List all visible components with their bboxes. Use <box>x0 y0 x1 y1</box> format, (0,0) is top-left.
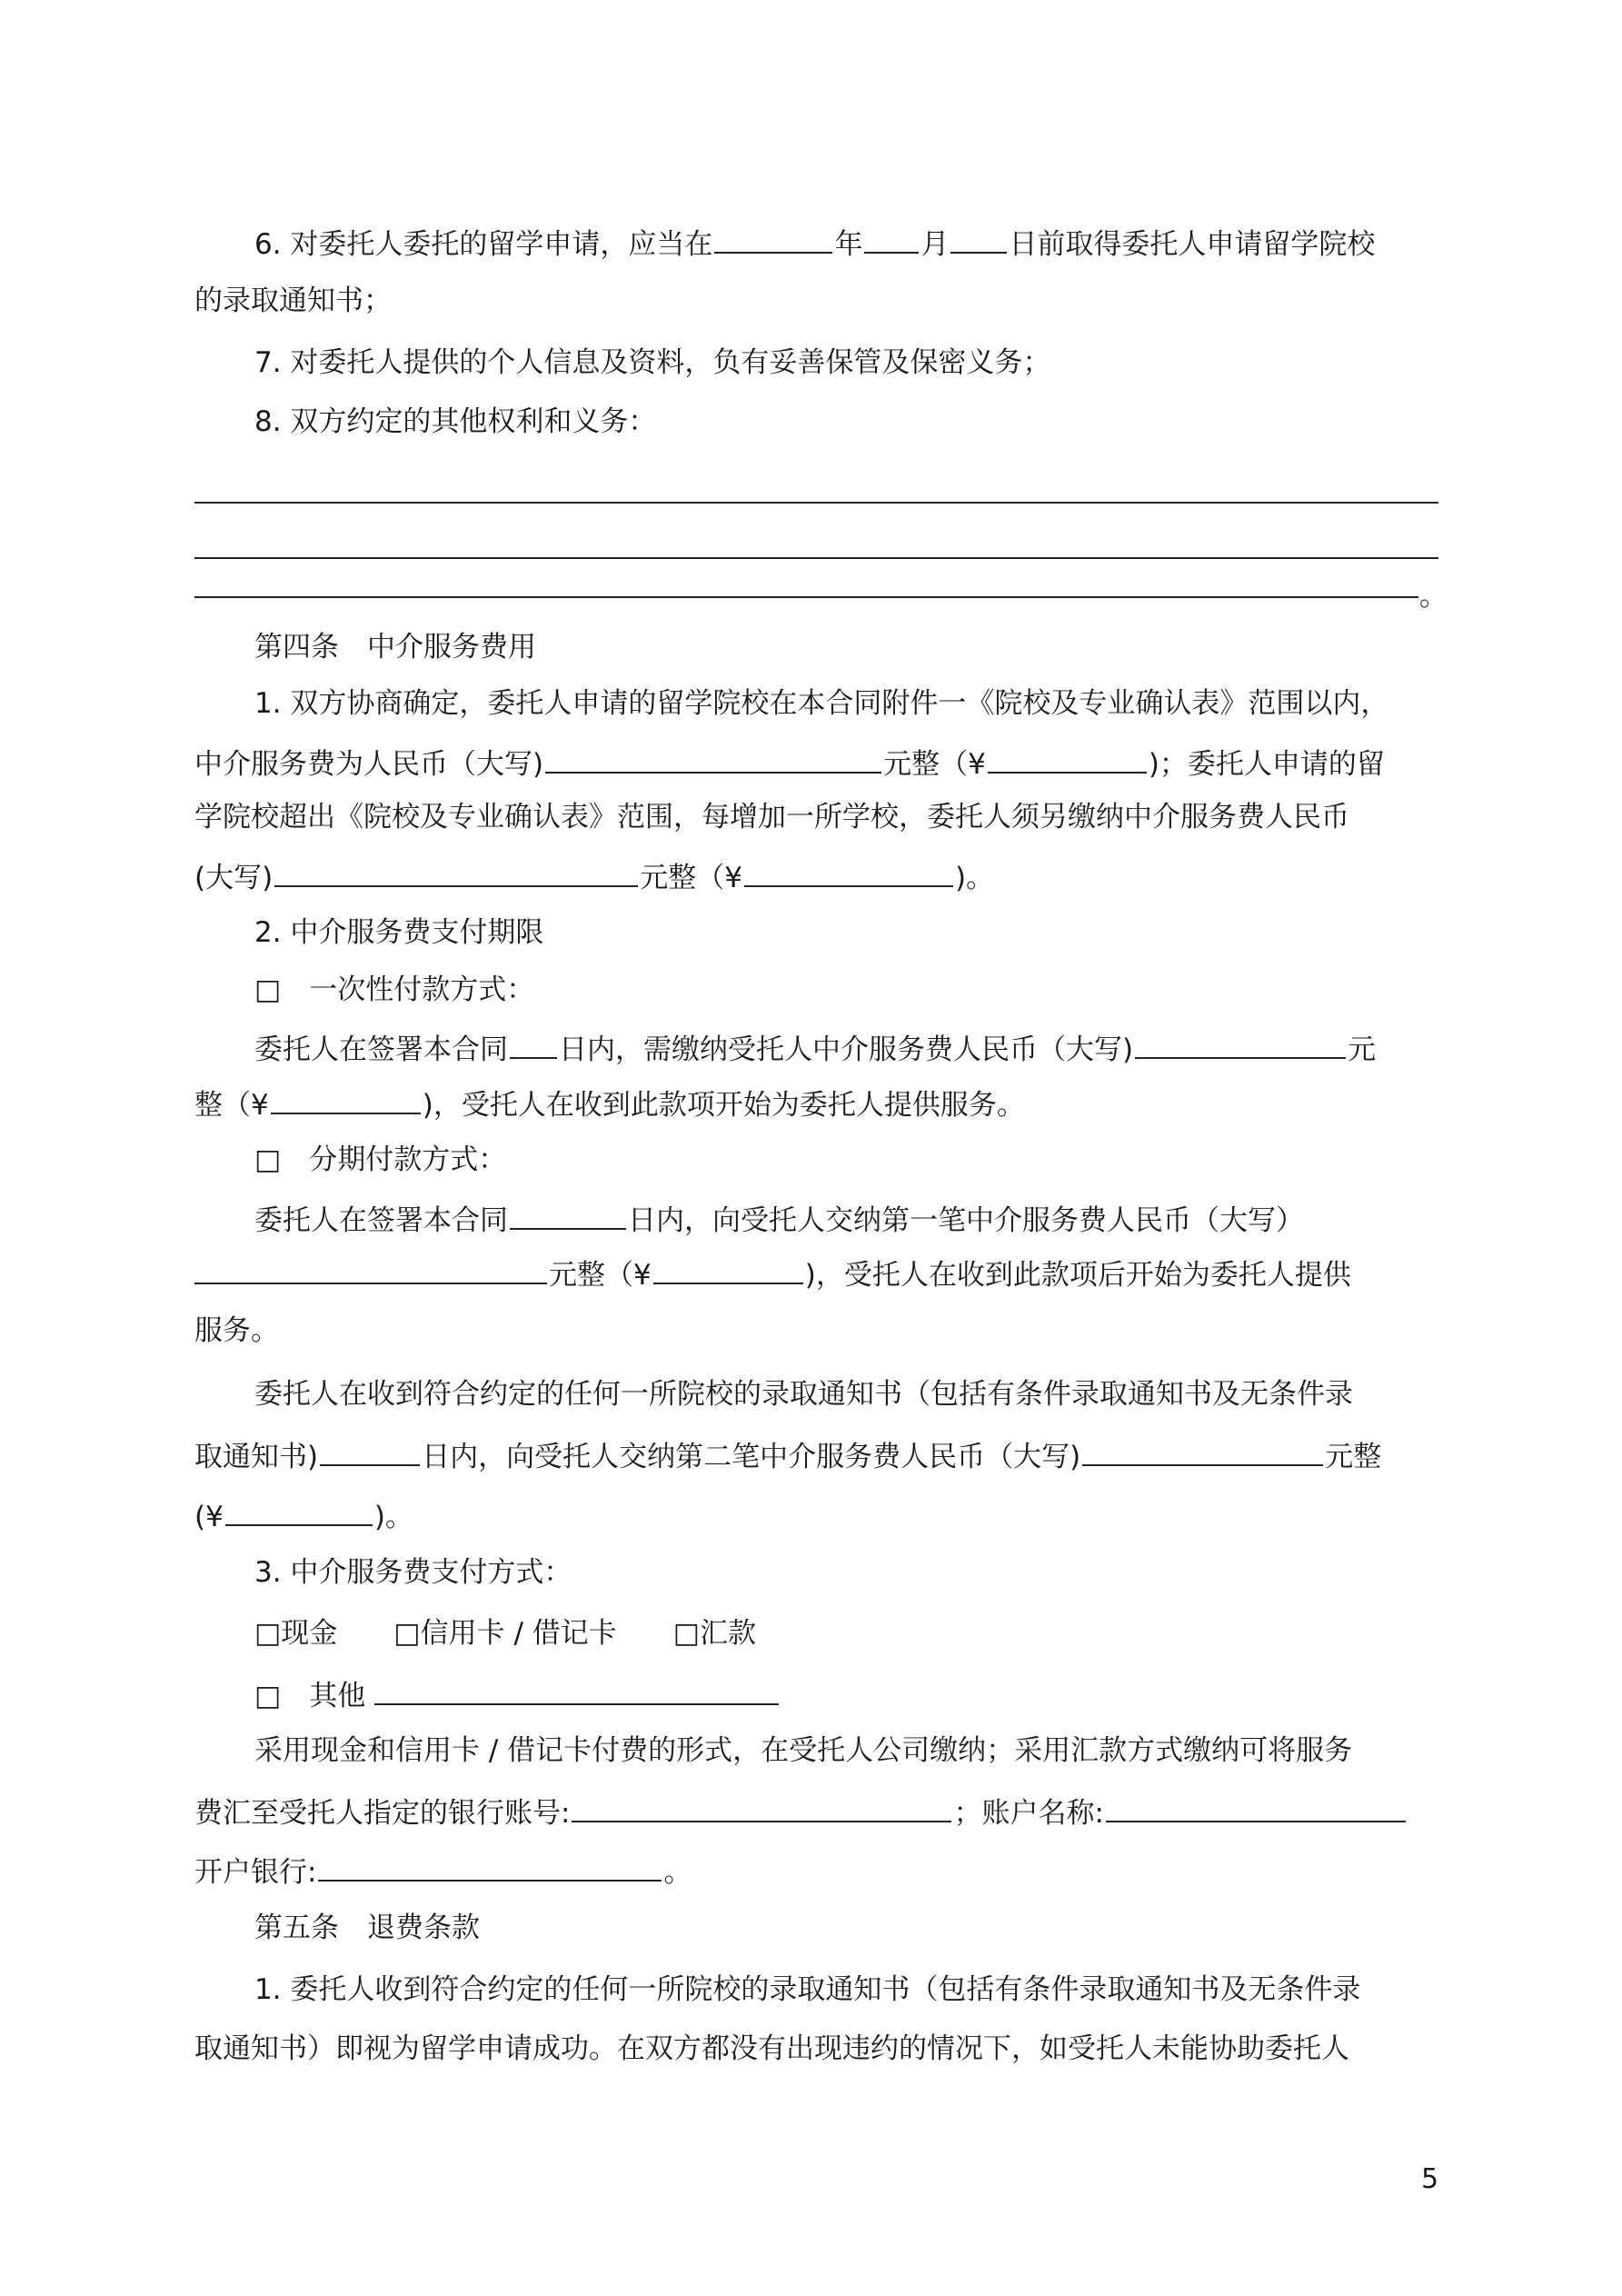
text: 元整（¥ <box>549 1259 652 1292</box>
blank-account-number[interactable] <box>572 1781 951 1822</box>
text: 元 <box>1348 1033 1377 1066</box>
blank-extra-fee-amount[interactable] <box>744 845 953 887</box>
clause-7: 7. 对委托人提供的个人信息及资料，负有妥善保管及保密义务； <box>254 346 1051 379</box>
checkbox-installment[interactable]: □ 分期付款方式： <box>254 1143 507 1176</box>
blank-days[interactable] <box>320 1424 420 1466</box>
section-title: 3. 中介服务费支付方式： <box>254 1556 572 1589</box>
checkbox-remit[interactable]: □汇款 <box>672 1617 757 1650</box>
text <box>254 1663 1439 1722</box>
text: 1. 委托人收到符合约定的任何一所院校的录取通知书（包括有条件录取通知书及无条件录 <box>254 1973 1361 2006</box>
text <box>194 1073 1439 1131</box>
period: 。 <box>1419 580 1448 613</box>
text <box>194 845 1439 903</box>
text: )；委托人申请的留 <box>1148 748 1385 781</box>
text: 日内，需缴纳受托人中介服务费人民币（大写) <box>559 1033 1134 1066</box>
text: 中介服务费为人民币（大写) <box>194 748 544 781</box>
text: 元整（¥ <box>640 862 742 894</box>
text: )。 <box>373 1501 413 1533</box>
checkbox-cash[interactable]: □现金 <box>254 1617 338 1650</box>
blank-fee-words[interactable] <box>545 732 881 774</box>
text: 学院校超出《院校及专业确认表》范围，每增加一所学校，委托人须另缴纳中介服务费人民币 <box>194 801 1349 834</box>
text: 委托人在签署本合同 <box>254 1204 508 1237</box>
text <box>194 732 1439 790</box>
text: 日内，向受托人交纳第一笔中介服务费人民币（大写） <box>628 1204 1304 1237</box>
text: 1. 双方协商确定，委托人申请的留学院校在本合同附件一《院校及专业确认表》范围以内， <box>254 687 1389 720</box>
blank-extra-fee-words[interactable] <box>274 845 638 887</box>
checkbox-other[interactable]: □ 其他 <box>254 1680 366 1712</box>
text <box>254 1017 1439 1075</box>
text: 整（¥ <box>194 1089 269 1122</box>
text: 日内，向受托人交纳第二笔中介服务费人民币（大写) <box>422 1441 1081 1473</box>
fill-line[interactable] <box>194 596 1418 598</box>
blank-second-fee-amount[interactable] <box>225 1484 373 1526</box>
text: 元整 <box>1325 1441 1382 1473</box>
text: 服务。 <box>194 1314 279 1347</box>
text: (大写) <box>194 862 274 894</box>
text: )，受托人在收到此款项后开始为委托人提供 <box>804 1259 1351 1292</box>
text: 开户银行: <box>194 1856 317 1889</box>
article-4-title: 第四条 中介服务费用 <box>254 631 536 664</box>
text <box>194 1243 1439 1301</box>
article-5-title: 第五条 退费条款 <box>254 1912 480 1944</box>
fill-line[interactable] <box>194 557 1438 559</box>
section-title: 2. 中介服务费支付期限 <box>254 916 544 949</box>
blank-second-fee-words[interactable] <box>1082 1424 1323 1466</box>
text <box>254 1188 1439 1246</box>
text: 6. 对委托人委托的留学申请，应当在 <box>254 228 713 261</box>
text: 年 <box>834 228 863 261</box>
text: 采用现金和信用卡 / 借记卡付费的形式，在受托人公司缴纳；采用汇款方式缴纳可将服务 <box>254 1734 1353 1767</box>
text: 。 <box>663 1856 692 1889</box>
text: 费汇至受托人指定的银行账号: <box>194 1797 571 1830</box>
text: 委托人在签署本合同 <box>254 1033 508 1066</box>
blank-fee-amount[interactable] <box>271 1073 421 1114</box>
blank-month[interactable] <box>864 212 919 254</box>
text: 元整（¥ <box>883 748 986 781</box>
text: )，受托人在收到此款项开始为委托人提供服务。 <box>422 1089 1025 1122</box>
text: ；账户名称: <box>953 1797 1104 1830</box>
text <box>194 1781 1439 1839</box>
text <box>194 1484 1439 1542</box>
text <box>194 1840 1439 1898</box>
blank-day[interactable] <box>950 212 1007 254</box>
blank-account-name[interactable] <box>1106 1781 1406 1822</box>
blank-bank[interactable] <box>318 1840 662 1882</box>
payment-options <box>254 1604 1439 1662</box>
blank-first-fee-amount[interactable] <box>653 1243 803 1284</box>
blank-fee-words[interactable] <box>1135 1017 1346 1059</box>
text <box>194 1424 1439 1482</box>
text: (¥ <box>194 1501 224 1533</box>
text: 月 <box>920 228 950 261</box>
text: 日前取得委托人申请留学院校 <box>1009 228 1376 261</box>
clause-8: 8. 双方约定的其他权利和义务： <box>254 405 657 438</box>
clause-6 <box>254 212 1439 270</box>
blank-days[interactable] <box>510 1017 557 1059</box>
blank-fee-amount[interactable] <box>988 732 1147 774</box>
blank-year[interactable] <box>714 212 832 254</box>
text: 取通知书) <box>194 1441 319 1473</box>
text: )。 <box>954 862 995 894</box>
blank-other[interactable] <box>374 1663 779 1705</box>
checkbox-lump-sum[interactable]: □ 一次性付款方式： <box>254 973 535 1006</box>
blank-days[interactable] <box>510 1188 626 1230</box>
text: 委托人在收到符合约定的任何一所院校的录取通知书（包括有条件录取通知书及无条件录 <box>254 1378 1353 1411</box>
fill-line[interactable] <box>194 502 1438 504</box>
text: 取通知书）即视为留学申请成功。在双方都没有出现违约的情况下，如受托人未能协助委托人 <box>194 2032 1349 2065</box>
page-number: 5 <box>1421 2163 1439 2195</box>
blank-first-fee-words[interactable] <box>194 1243 547 1284</box>
clause-6-cont: 的录取通知书； <box>194 285 392 317</box>
checkbox-card[interactable]: □信用卡 / 借记卡 <box>393 1617 617 1650</box>
